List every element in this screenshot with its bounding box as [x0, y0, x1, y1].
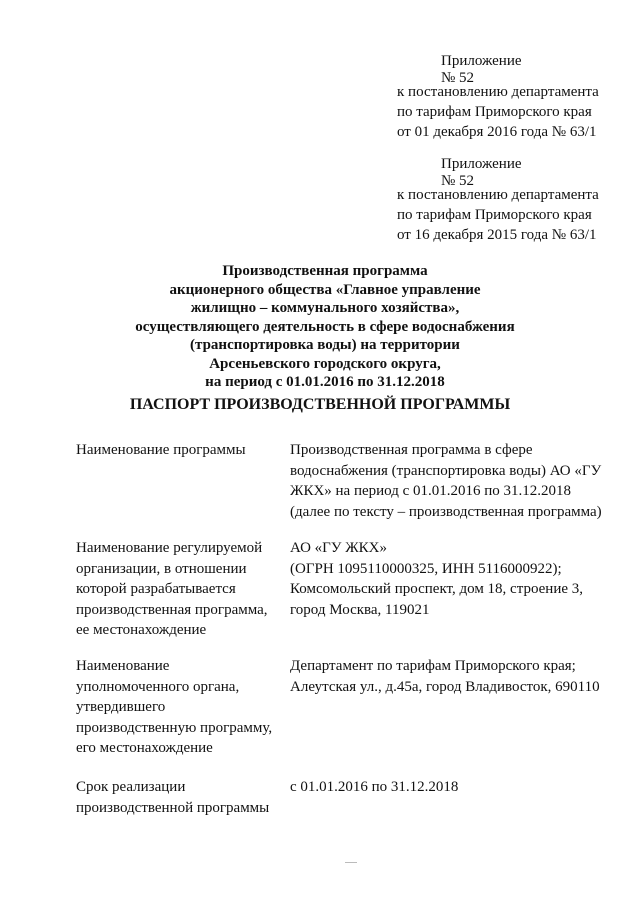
row-label-line: Наименование программы: [76, 442, 246, 458]
program-title-line: Производственная программа: [222, 263, 428, 279]
appendix-1-title: Приложение № 52: [441, 53, 522, 86]
program-title-line: Арсеньевского городского округа,: [209, 355, 441, 372]
passport-heading: ПАСПОРТ ПРОИЗВОДСТВЕННОЙ ПРОГРАММЫ: [129, 396, 511, 413]
row-value: [290, 656, 620, 697]
row-value: [290, 538, 620, 620]
row-label-line: Срок реализации: [76, 779, 186, 795]
row-label-line: производственной программы: [76, 799, 270, 816]
row-label: [76, 777, 291, 818]
row-value-line: Производственная программа в сфере: [290, 442, 533, 458]
appendix-1-line: по тарифам Приморского края: [397, 104, 592, 120]
row-value-line: Комсомольский проспект, дом 18, строение 3,: [290, 581, 584, 597]
row-value-line: (ОГРН 1095110000325, ИНН 5116000922);: [290, 560, 562, 577]
row-label-line: организации, в отношении: [76, 560, 247, 577]
row-label: [76, 538, 291, 641]
program-title: [100, 262, 550, 392]
row-value-line: Алеутская ул., д.45а, город Владивосток, 690110: [290, 678, 600, 695]
row-label: [76, 440, 291, 461]
program-title-line: (транспортировка воды) на территории: [190, 337, 460, 353]
appendix-2-reference: [397, 185, 599, 245]
appendix-1-line: от 01 декабря 2016 года № 63/1: [397, 124, 597, 140]
row-label: [76, 656, 291, 759]
appendix-1-reference: [397, 82, 599, 142]
row-value-line: Департамент по тарифам Приморского края;: [290, 658, 576, 674]
appendix-2-line: от 16 декабря 2015 года № 63/1: [397, 227, 597, 243]
program-title-line: на период с 01.01.2016 по 31.12.2018: [205, 374, 445, 390]
row-value-line: АО «ГУ ЖКХ»: [290, 540, 387, 556]
row-label-line: уполномоченного органа,: [76, 678, 240, 695]
row-label-line: производственную программу,: [76, 719, 273, 736]
appendix-2-line: по тарифам Приморского края: [397, 207, 592, 223]
row-label-line: утвердившего: [76, 699, 166, 715]
scan-mark: [345, 862, 357, 863]
row-label-line: Наименование: [76, 658, 170, 674]
row-label-line: Наименование регулируемой: [76, 540, 263, 556]
row-label-line: производственная программа,: [76, 601, 268, 618]
row-value-line: ЖКХ» на период с 01.01.2016 по 31.12.2018: [290, 483, 572, 499]
row-value: [290, 777, 620, 798]
appendix-2-title: Приложение № 52: [441, 156, 522, 189]
row-label-line: которой разрабатывается: [76, 581, 236, 597]
row-value: [290, 440, 620, 522]
row-label-line: его местонахождение: [76, 740, 213, 756]
row-value-line: водоснабжения (транспортировка воды) АО «ГУ: [290, 462, 602, 479]
program-title-line: акционерного общества «Главное управление: [169, 281, 481, 298]
appendix-2-line: к постановлению департамента: [397, 187, 599, 203]
row-value-line: (далее по тексту – производственная программа): [290, 503, 602, 520]
row-value-line: с 01.01.2016 по 31.12.2018: [290, 779, 459, 795]
program-title-line: осуществляющего деятельность в сфере водоснабжения: [135, 318, 515, 335]
program-title-line: жилищно – коммунального хозяйства»,: [190, 300, 460, 316]
row-label-line: ее местонахождение: [76, 622, 207, 638]
row-value-line: город Москва, 119021: [290, 601, 430, 618]
appendix-1-line: к постановлению департамента: [397, 84, 599, 100]
